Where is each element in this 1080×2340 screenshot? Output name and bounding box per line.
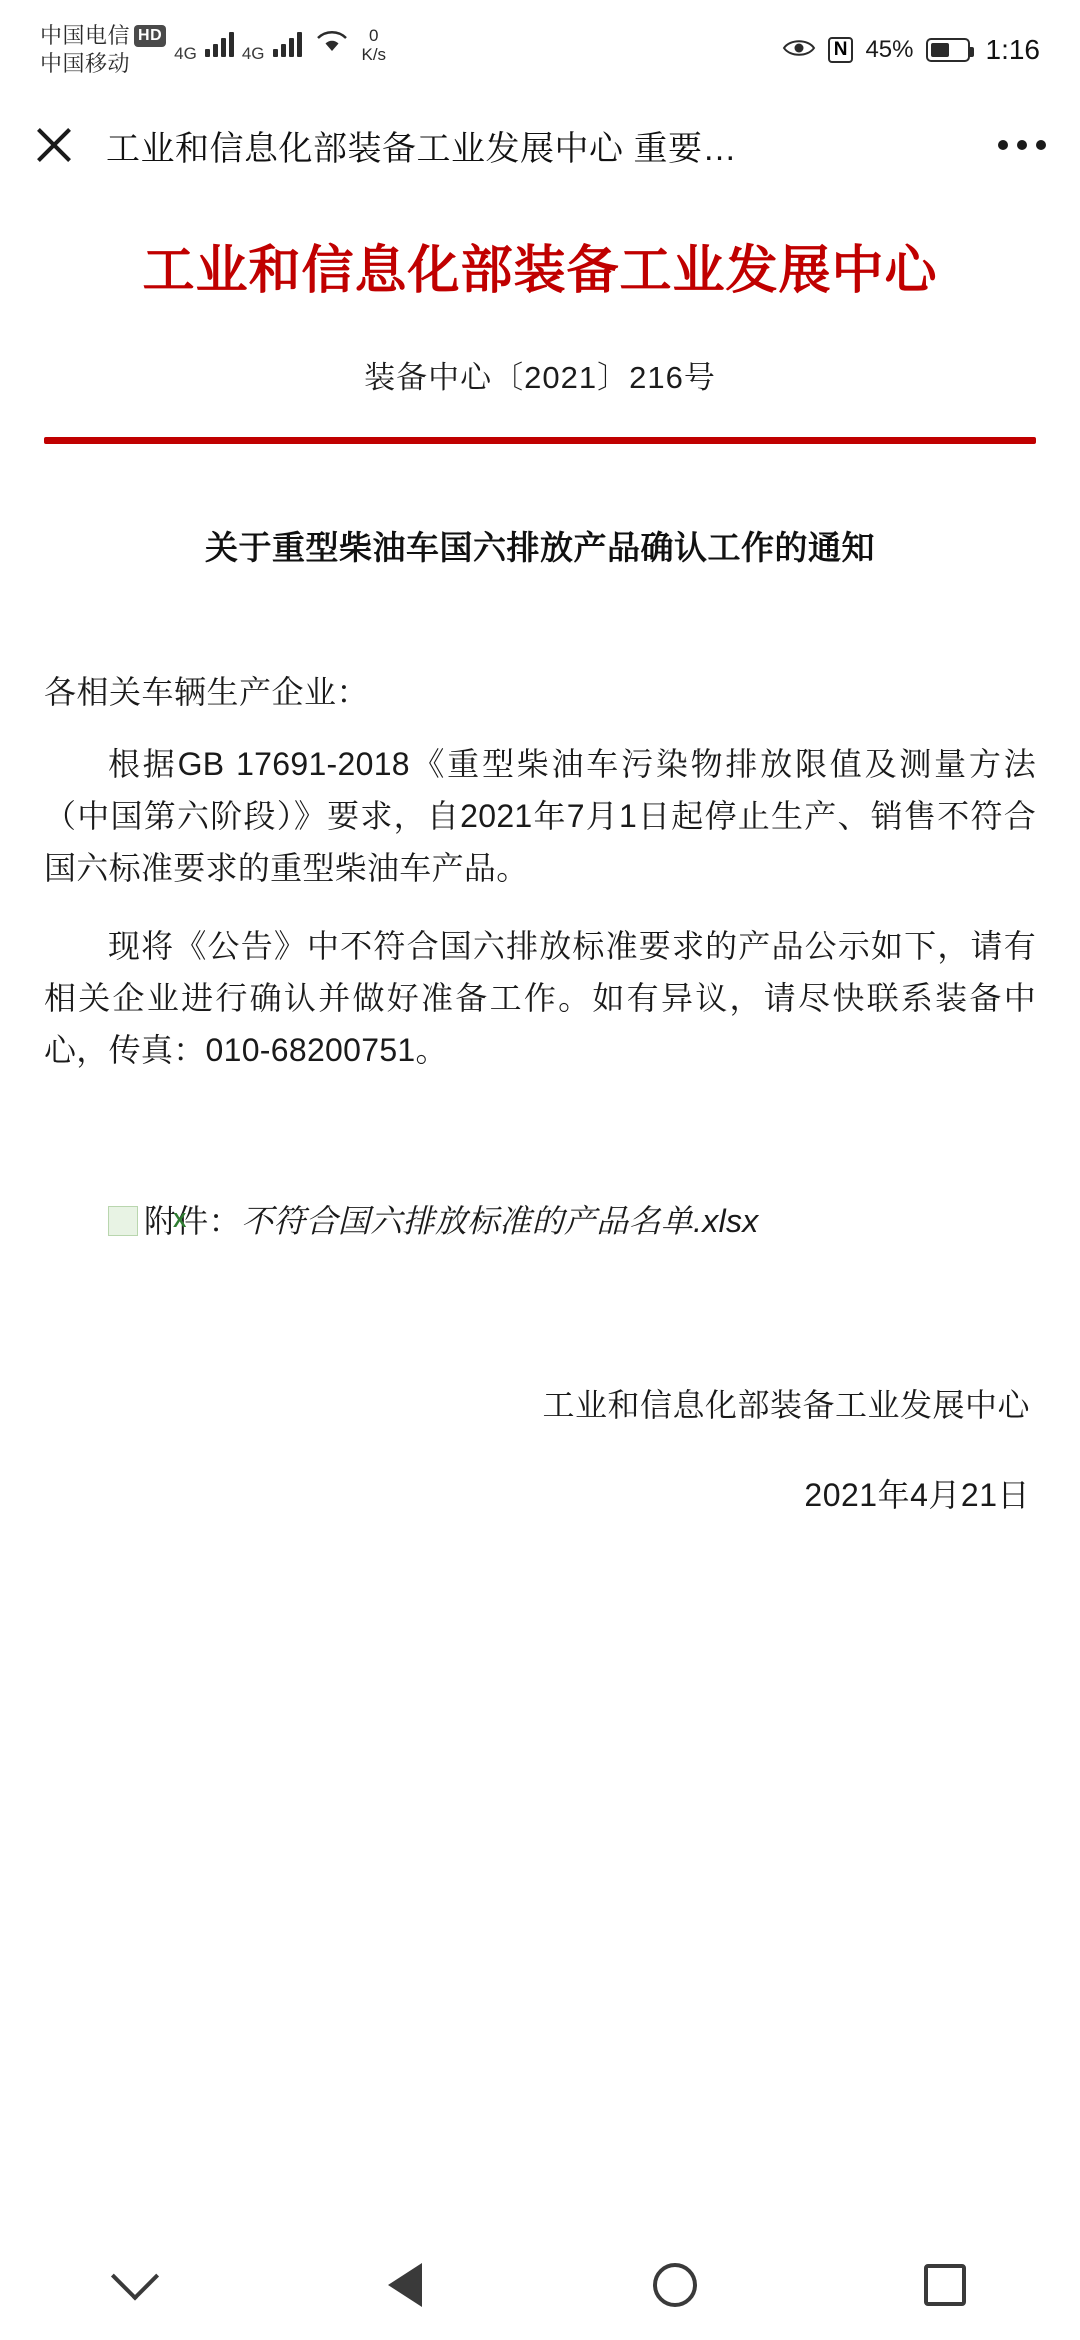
back-triangle-icon [388,2263,422,2307]
document-body [0,240,1080,1516]
document-title: 关于重型柴油车国六排放产品确认工作的通知 [205,529,875,567]
document-paragraph-2: 现将《公告》中不符合国六排放标准要求的产品公示如下，请有相关企业进行确认并做好准备工作。如有异议，请尽快联系装备中心，传真：010-68200751。 [44,927,1036,1068]
collapse-keyboard-button[interactable] [75,2250,195,2320]
signal-strength-1-icon [205,31,234,57]
excel-file-icon [108,1206,138,1236]
data-rate-indicator [362,27,387,64]
carrier-labels [40,22,166,78]
nfc-icon: N [828,37,854,63]
recents-button[interactable] [885,2250,1005,2320]
status-bar-right [782,34,1040,66]
data-rate-value: 0 [369,26,379,46]
document-header-title: 工业和信息化部装备工业发展中心 [142,240,938,301]
battery-percent-label: 45% [865,36,914,63]
attachment-filename[interactable]: 不符合国六排放标准的产品名单.xlsx [240,1203,759,1240]
red-divider [44,437,1036,444]
status-bar [0,0,1080,100]
app-title-bar [0,100,1080,190]
attachment-label: 附件： [144,1203,241,1240]
attachment-row[interactable] [44,1196,1036,1247]
document-salutation: 各相关车辆生产企业： [44,674,370,711]
home-circle-icon [653,2263,697,2307]
back-button[interactable] [345,2250,465,2320]
network-type-1-label: 4G [174,44,197,64]
page-title: 工业和信息化部装备工业发展中心 重要… [106,129,737,168]
carrier-secondary-label: 中国移动 [40,51,131,76]
recents-square-icon [924,2264,966,2306]
clock-label: 1:16 [985,34,1040,65]
status-bar-left [40,22,386,78]
close-icon[interactable] [26,117,82,173]
document-signature: 工业和信息化部装备工业发展中心 [542,1386,1030,1423]
system-navigation-bar [0,2230,1080,2340]
eye-icon [782,36,816,65]
document-sign-date: 2021年4月21日 [804,1476,1030,1513]
carrier-primary-label: 中国电信 [40,22,131,48]
hd-badge: HD [134,25,166,47]
document-number: 装备中心〔2021〕216号 [364,360,716,396]
wifi-icon [316,30,348,59]
data-rate-unit: K/s [361,45,387,64]
signal-strength-2-icon [273,31,302,57]
battery-icon [926,38,970,62]
network-type-2-label: 4G [241,44,265,64]
document-paragraph-1: 根据GB 17691-2018《重型柴油车污染物排放限值及测量方法（中国第六阶段）》要求，自2021年7月1日起停止生产、销售不符合国六标准要求的重型柴油车产品。 [44,746,1036,887]
chevron-down-icon [111,2252,159,2300]
more-options-icon[interactable] [980,140,1046,150]
home-button[interactable] [615,2250,735,2320]
